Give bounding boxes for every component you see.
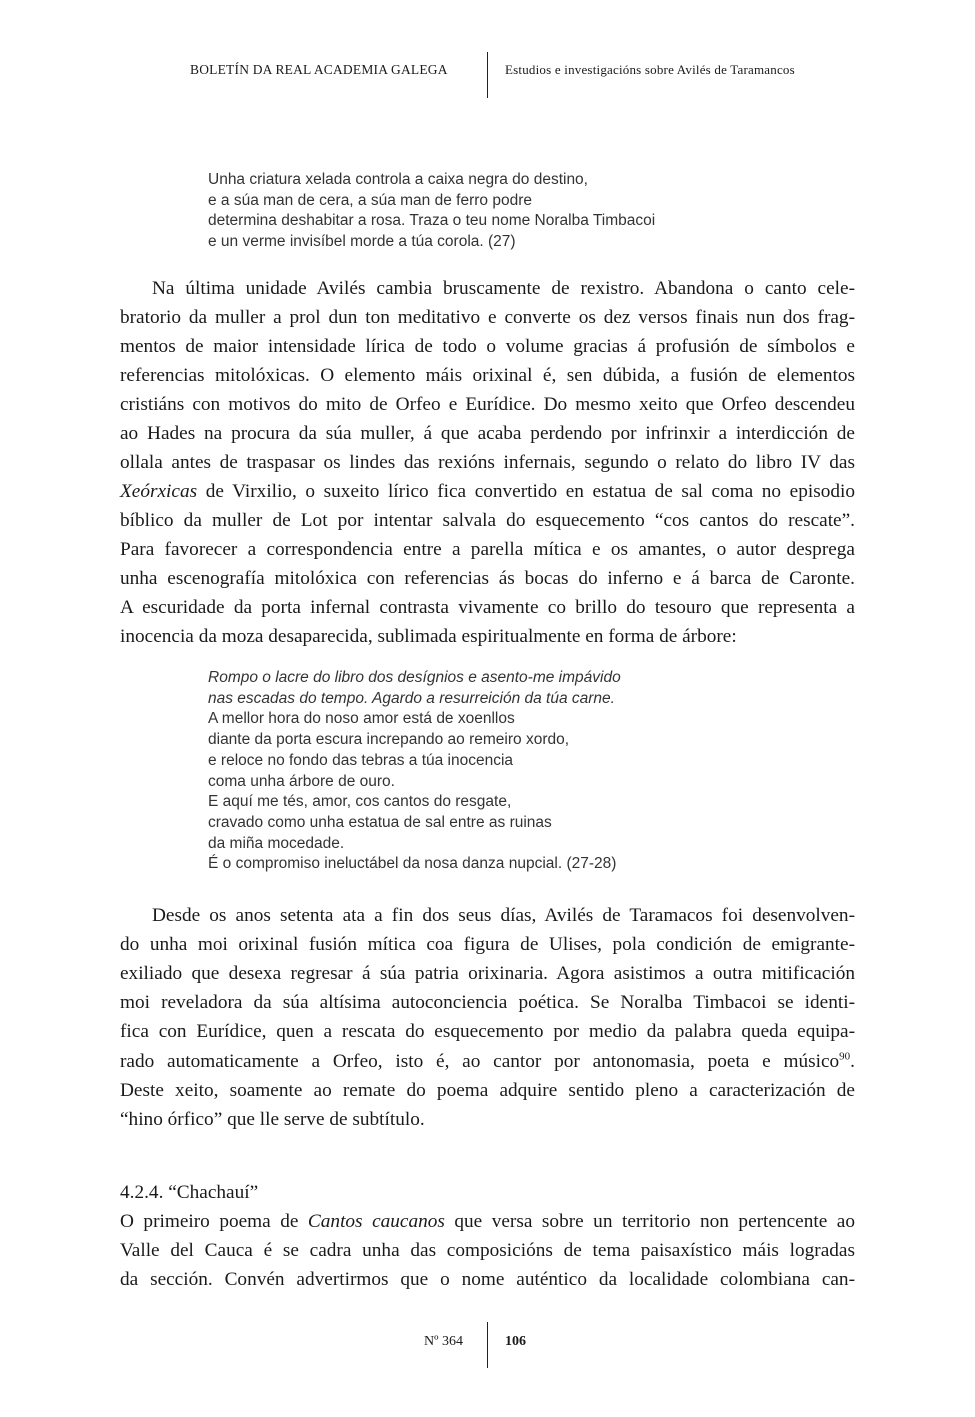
text-run: determina deshabitar a rosa. Traza o teu nome Noralba Timbacoi — [208, 212, 656, 229]
journal-title: BOLETÍN DA REAL ACADEMIA GALEGA — [190, 62, 448, 77]
text-run: e un verme invisíbel morde a túa corola. (27) — [208, 232, 516, 250]
text-run: . — [850, 1050, 855, 1072]
para1-line — [120, 510, 855, 532]
text-run: inocencia da moza desaparecida, sublimada espiritualmente en forma de árbore: — [120, 626, 737, 647]
text-run: da sección. Convén advertirmos que o nome auténtico da localidade colombiana can- — [120, 1269, 855, 1290]
verse1-line — [208, 170, 588, 190]
verse2-line — [208, 834, 344, 854]
text-run: diante da porta escura increpando ao remeiro xordo, — [208, 731, 570, 749]
para3-line — [120, 1211, 855, 1233]
page-number: 106 — [505, 1334, 526, 1349]
text-run: Cantos caucanos — [307, 1211, 445, 1232]
text-run: ollala antes de traspasar os lindes das rexións infernais, segundo o relato do libro IV das — [120, 452, 855, 473]
text-run: O primeiro poema de — [120, 1211, 308, 1232]
para1-line — [120, 394, 855, 416]
text-run: Para favorecer a correspondencia entre a parella mítica e os amantes, o autor desprega — [120, 539, 855, 560]
verse2-line — [208, 813, 552, 833]
para2-line — [152, 905, 855, 927]
para2-line — [120, 1109, 855, 1131]
para1-line — [120, 626, 855, 648]
text-run: mentos de maior intensidade lírica de todo o volume gracias á profusión de símbolos e — [120, 336, 855, 357]
text-run: Deste xeito, soamente ao remate do poema adquire sentido pleno a caracterización de — [120, 1079, 855, 1101]
text-run: referencias mitolóxicas. O elemento máis orixinal é, sen dúbida, a fusión de elementos — [120, 365, 855, 386]
para1-line — [120, 481, 855, 503]
text-run: exiliado que desexa regresar á súa patria orixinaria. Agora asistimos a outra mitificación — [120, 963, 855, 985]
para2-line — [120, 1021, 855, 1043]
text-run: Desde os anos setenta ata a fin dos seus días, Avilés de Taramacos foi desenvolven- — [152, 905, 855, 926]
para3-line — [120, 1240, 855, 1262]
para2-line — [120, 934, 855, 956]
header-divider — [487, 52, 488, 98]
text-run: A escuridade da porta infernal contrasta vivamente co brillo do tesouro que representa a — [120, 597, 855, 618]
verse2-line — [208, 854, 616, 874]
text-run: Unha criatura xelada controla a caixa negra do destino, — [208, 171, 588, 188]
verse2-line — [208, 668, 621, 688]
text-run: A mellor hora do noso amor está de xoenllos — [208, 710, 515, 728]
text-run: e reloce no fondo das tebras a túa inocencia — [208, 751, 514, 769]
text-run: que versa sobre un territorio non pertencente ao — [444, 1211, 855, 1232]
verse1-line — [208, 191, 532, 211]
para1-line — [120, 365, 855, 387]
text-run: nas escadas do tempo. Agardo a resurreición da túa carne. — [208, 689, 615, 707]
verse2-line — [208, 709, 515, 729]
text-run: Valle del Cauca é se cadra unha das composicións de tema paisaxístico máis logradas — [120, 1240, 855, 1261]
text-run: ao Hades na procura da súa muller, á que acaba perdendo por infrinxir a interdicción de — [120, 423, 855, 444]
text-run: E aquí me tés, amor, cos cantos do resgate, — [208, 793, 512, 811]
para2-line — [120, 1051, 855, 1073]
text-run: É o compromiso ineluctábel da nosa danza nupcial. (27-28) — [208, 855, 617, 873]
verse2-line — [208, 792, 511, 812]
para1-line — [120, 597, 855, 619]
text-run: cristiáns con motivos do mito de Orfeo e Eurídice. Do mesmo xeito que Orfeo descendeu — [120, 394, 855, 415]
text-run: do unha moi orixinal fusión mítica coa figura de Ulises, pola condición de emigrante- — [120, 934, 855, 956]
text-run: Na última unidade Avilés cambia bruscamente de rexistro. Abandona o canto cele- — [152, 278, 855, 299]
para2-line — [120, 992, 855, 1014]
verse2-line — [208, 730, 569, 750]
text-run: e a súa man de cera, a súa man de ferro podre — [208, 191, 532, 209]
para1-line — [120, 452, 855, 474]
para2-line — [120, 1080, 855, 1102]
text-run: rado automaticamente a Orfeo, isto é, ao cantor por antonomasia, poeta e músico — [120, 1050, 840, 1072]
issue-number: Nº 364 — [424, 1334, 463, 1349]
para1-line — [152, 278, 855, 300]
section-title: Estudios e investigacións sobre Avilés de Taramancos — [505, 62, 795, 77]
text-run: Xeórxicas — [120, 481, 198, 502]
text-run: “hino órfico” que lle serve de subtítulo. — [120, 1108, 425, 1130]
verse2-line — [208, 689, 615, 709]
verse2-line — [208, 751, 513, 771]
para2-line — [120, 963, 855, 985]
text-run: da miña mocedade. — [208, 834, 345, 852]
para1-line — [120, 539, 855, 561]
footer-divider — [487, 1322, 488, 1368]
verse1-line — [208, 211, 655, 231]
text-run: moi reveladora da súa altísima autoconciencia poética. Se Noralba Timbacoi se identi- — [120, 992, 855, 1014]
para1-line — [120, 423, 855, 445]
text-run: cravado como unha estatua de sal entre as ruinas — [208, 813, 552, 831]
text-run: unha escenografía mitolóxica con referencias ás bocas do inferno e á barca de Caronte. — [120, 568, 855, 589]
verse1-line — [208, 232, 516, 252]
text-run: bratorio da muller a prol dun ton meditativo e converte os dez versos finais nun dos frag- — [120, 307, 855, 328]
para1-line — [120, 307, 855, 329]
text-run: Rompo o lacre do libro dos desígnios e asento-me impávido — [208, 669, 621, 686]
section-heading: 4.2.4. “Chachauí” — [120, 1182, 259, 1203]
text-run: bíblico da muller de Lot por intentar salvala do esquecemento “cos cantos do rescate”. — [120, 510, 855, 531]
text-run: fica con Eurídice, quen a rescata do esquecemento por medio da palabra queda equipa- — [120, 1021, 855, 1043]
footnote-ref: 90 — [839, 1050, 851, 1063]
verse2-line — [208, 772, 395, 792]
text-run: de Virxilio, o suxeito lírico fica convertido en estatua de sal coma no episodio — [197, 481, 855, 502]
para1-line — [120, 336, 855, 358]
para1-line — [120, 568, 855, 590]
para3-line — [120, 1269, 855, 1291]
text-run: coma unha árbore de ouro. — [208, 772, 395, 790]
